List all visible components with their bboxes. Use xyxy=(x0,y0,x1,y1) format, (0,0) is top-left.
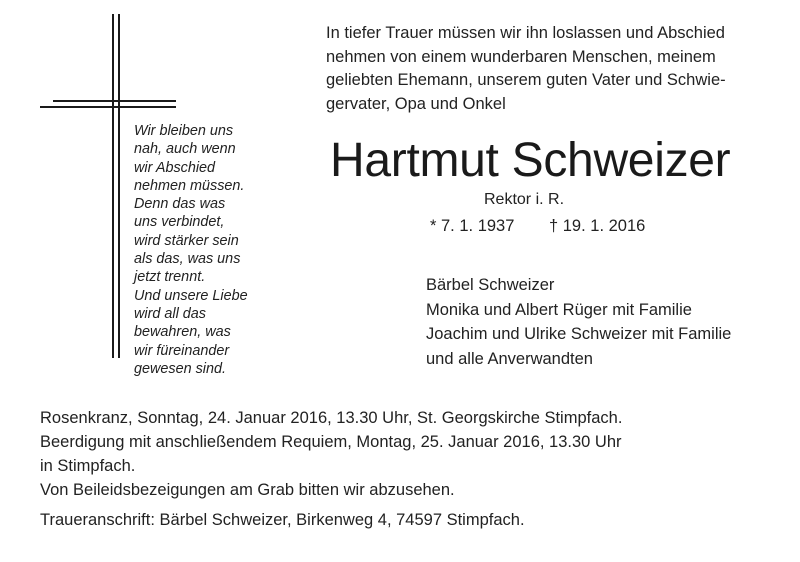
poem-line: uns verbindet, xyxy=(134,214,225,231)
poem-line: nehmen müssen. xyxy=(134,177,245,194)
mourner-line: Joachim und Ulrike Schweizer mit Familie xyxy=(426,325,732,343)
deceased-name: Hartmut Schweizer xyxy=(330,134,731,187)
service-details xyxy=(40,406,780,502)
poem-line: Denn das was xyxy=(134,196,226,213)
mourner-line: und alle Anverwandten xyxy=(426,349,593,368)
memorial-poem xyxy=(134,122,294,378)
birth-date: * 7. 1. 1937 xyxy=(430,217,515,235)
poem-line: wird stärker sein xyxy=(134,232,239,249)
service-line: Beerdigung mit anschließendem Requiem, Montag, 25. Januar 2016, 13.30 Uhr xyxy=(40,433,622,451)
poem-line: wir Abschied xyxy=(134,159,216,176)
poem-line: Und unsere Liebe xyxy=(134,287,248,304)
intro-text xyxy=(326,22,786,116)
intro-line: nehmen von einem wunderbaren Menschen, meinem xyxy=(326,47,716,66)
mourning-address: Traueranschrift: Bärbel Schweizer, Birkenweg 4, 74597 Stimpfach. xyxy=(40,511,525,529)
poem-line: Wir bleiben uns xyxy=(134,123,234,139)
mourners-list xyxy=(426,273,731,371)
cross-vertical-line-right xyxy=(118,14,120,358)
poem-line: nah, auch wenn xyxy=(134,141,236,158)
mourner-line: Monika und Albert Rüger mit Familie xyxy=(426,300,692,319)
service-line: Rosenkranz, Sonntag, 24. Januar 2016, 13.30 Uhr, St. Georgskirche Stimpfach. xyxy=(40,409,623,427)
intro-line: In tiefer Trauer müssen wir ihn loslassen und Abschied xyxy=(326,24,725,42)
poem-line: wir füreinander xyxy=(134,342,230,359)
mourner-line: Bärbel Schweizer xyxy=(426,276,555,294)
deceased-title: Rektor i. R. xyxy=(484,191,565,208)
poem-line: als das, was uns xyxy=(134,251,241,268)
death-date: † 19. 1. 2016 xyxy=(549,217,646,235)
poem-line: jetzt trennt. xyxy=(134,269,206,286)
cross-horizontal-line-bottom xyxy=(40,106,176,108)
service-line: Von Beileidsbezeigungen am Grab bitten wir abzusehen. xyxy=(40,481,455,499)
cross-horizontal-line-top xyxy=(53,100,176,102)
poem-line: gewesen sind. xyxy=(134,360,227,377)
poem-line: wird all das xyxy=(134,305,206,322)
cross-vertical-line-left xyxy=(112,14,114,358)
intro-line: geliebten Ehemann, unserem guten Vater und Schwie- xyxy=(326,71,726,89)
intro-line: gervater, Opa und Onkel xyxy=(326,94,506,113)
service-line: in Stimpfach. xyxy=(40,457,136,475)
poem-line: bewahren, was xyxy=(134,324,231,341)
